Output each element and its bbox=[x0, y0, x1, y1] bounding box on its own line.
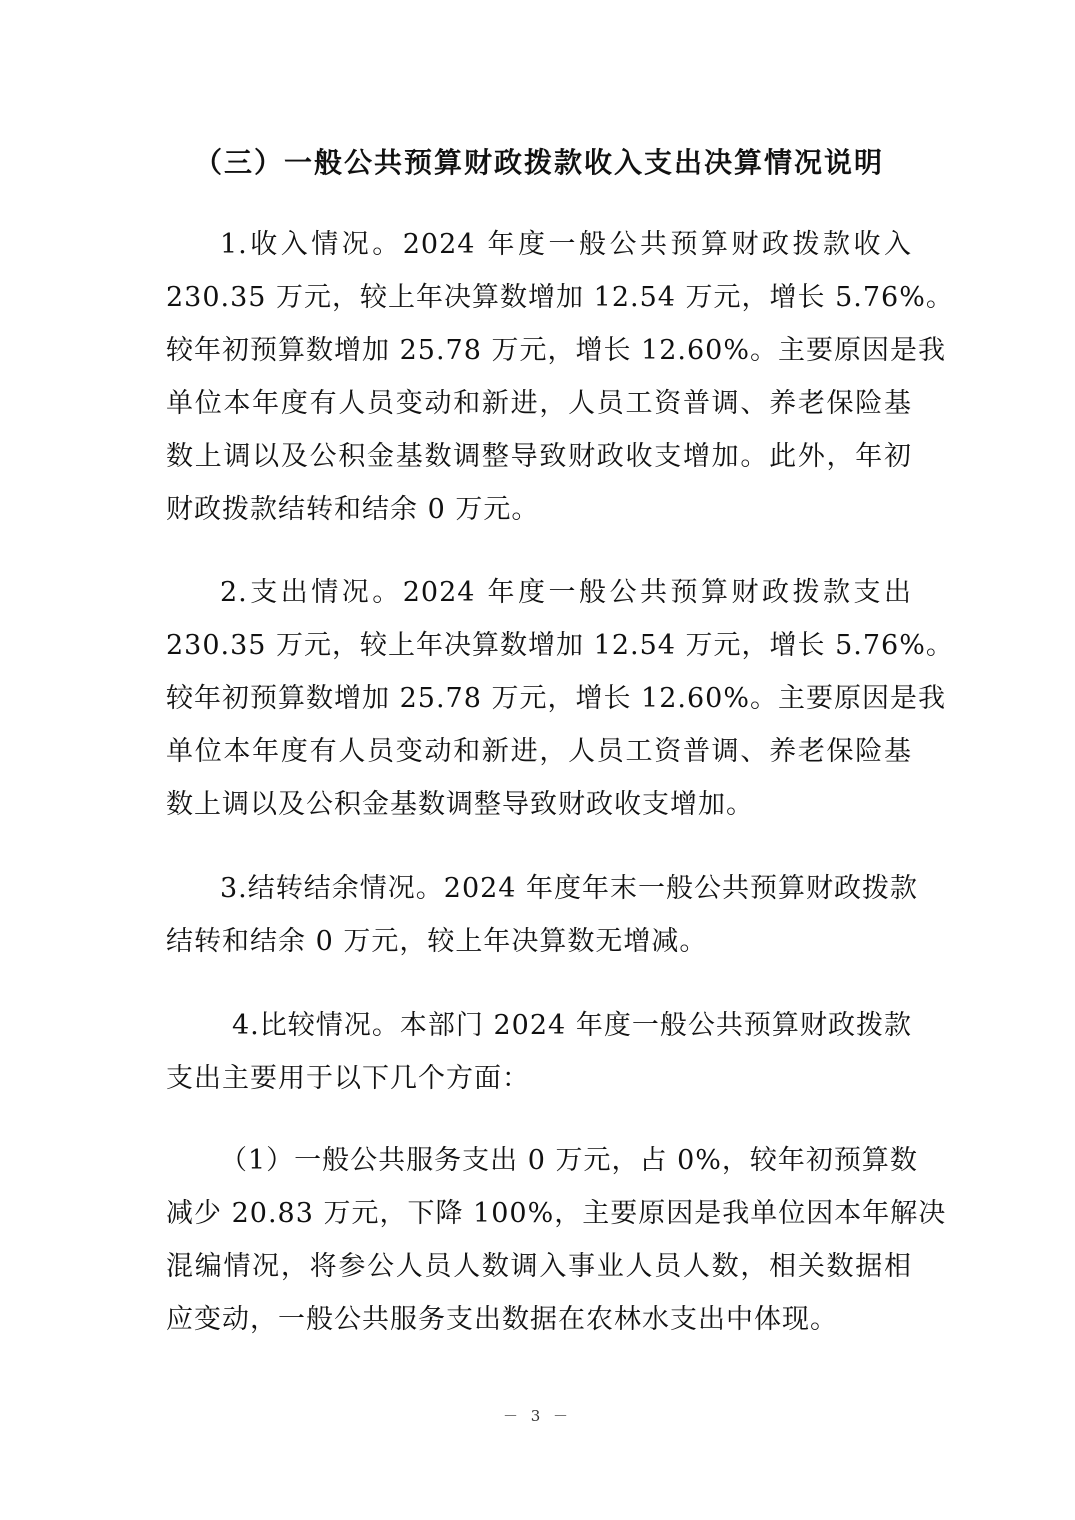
paragraph-comparison bbox=[166, 999, 912, 1105]
text-line: 较年初预算数增加 25.78 万元，增长 12.60%。主要原因是我 bbox=[166, 335, 946, 366]
text-line: 4.比较情况。本部门 2024 年度一般公共预算财政拨款 bbox=[232, 1010, 912, 1041]
text-line: 单位本年度有人员变动和新进，人员工资普调、养老保险基 bbox=[166, 388, 912, 419]
text-line: 单位本年度有人员变动和新进，人员工资普调、养老保险基 bbox=[166, 736, 912, 767]
text-line: 财政拨款结转和结余 0 万元。 bbox=[166, 494, 540, 525]
text-line: 2.支出情况。2024 年度一般公共预算财政拨款支出 bbox=[220, 577, 912, 608]
paragraph-general-public-services bbox=[166, 1134, 947, 1346]
page-number: － 3 － bbox=[502, 1407, 573, 1425]
paragraph-carryover bbox=[166, 862, 919, 968]
text-line: 数上调以及公积金基数调整导致财政收支增加。此外，年初 bbox=[166, 441, 912, 472]
section-heading: （三）一般公共预算财政拨款收入支出决算情况说明 bbox=[193, 146, 884, 179]
text-line: 支出主要用于以下几个方面： bbox=[166, 1063, 530, 1094]
text-line: 1.收入情况。2024 年度一般公共预算财政拨款收入 bbox=[220, 229, 912, 260]
text-line: 数上调以及公积金基数调整导致财政收支增加。 bbox=[166, 789, 754, 820]
text-line: 减少 20.83 万元，下降 100%，主要原因是我单位因本年解决 bbox=[166, 1198, 947, 1229]
paragraph-expenditure bbox=[166, 566, 954, 831]
text-line: 较年初预算数增加 25.78 万元，增长 12.60%。主要原因是我 bbox=[166, 683, 946, 714]
text-line: 混编情况，将参公人员人数调入事业人员人数，相关数据相 bbox=[166, 1251, 912, 1282]
text-line: 应变动，一般公共服务支出数据在农林水支出中体现。 bbox=[166, 1304, 838, 1335]
text-line: 结转和结余 0 万元，较上年决算数无增减。 bbox=[166, 926, 708, 957]
text-line: 3.结转结余情况。2024 年度年末一般公共预算财政拨款 bbox=[220, 873, 919, 904]
text-line: 230.35 万元，较上年决算数增加 12.54 万元，增长 5.76%。 bbox=[166, 282, 954, 313]
paragraph-income bbox=[166, 218, 954, 536]
text-line: 230.35 万元，较上年决算数增加 12.54 万元，增长 5.76%。 bbox=[166, 630, 954, 661]
text-line: （1）一般公共服务支出 0 万元，占 0%，较年初预算数 bbox=[220, 1145, 918, 1176]
